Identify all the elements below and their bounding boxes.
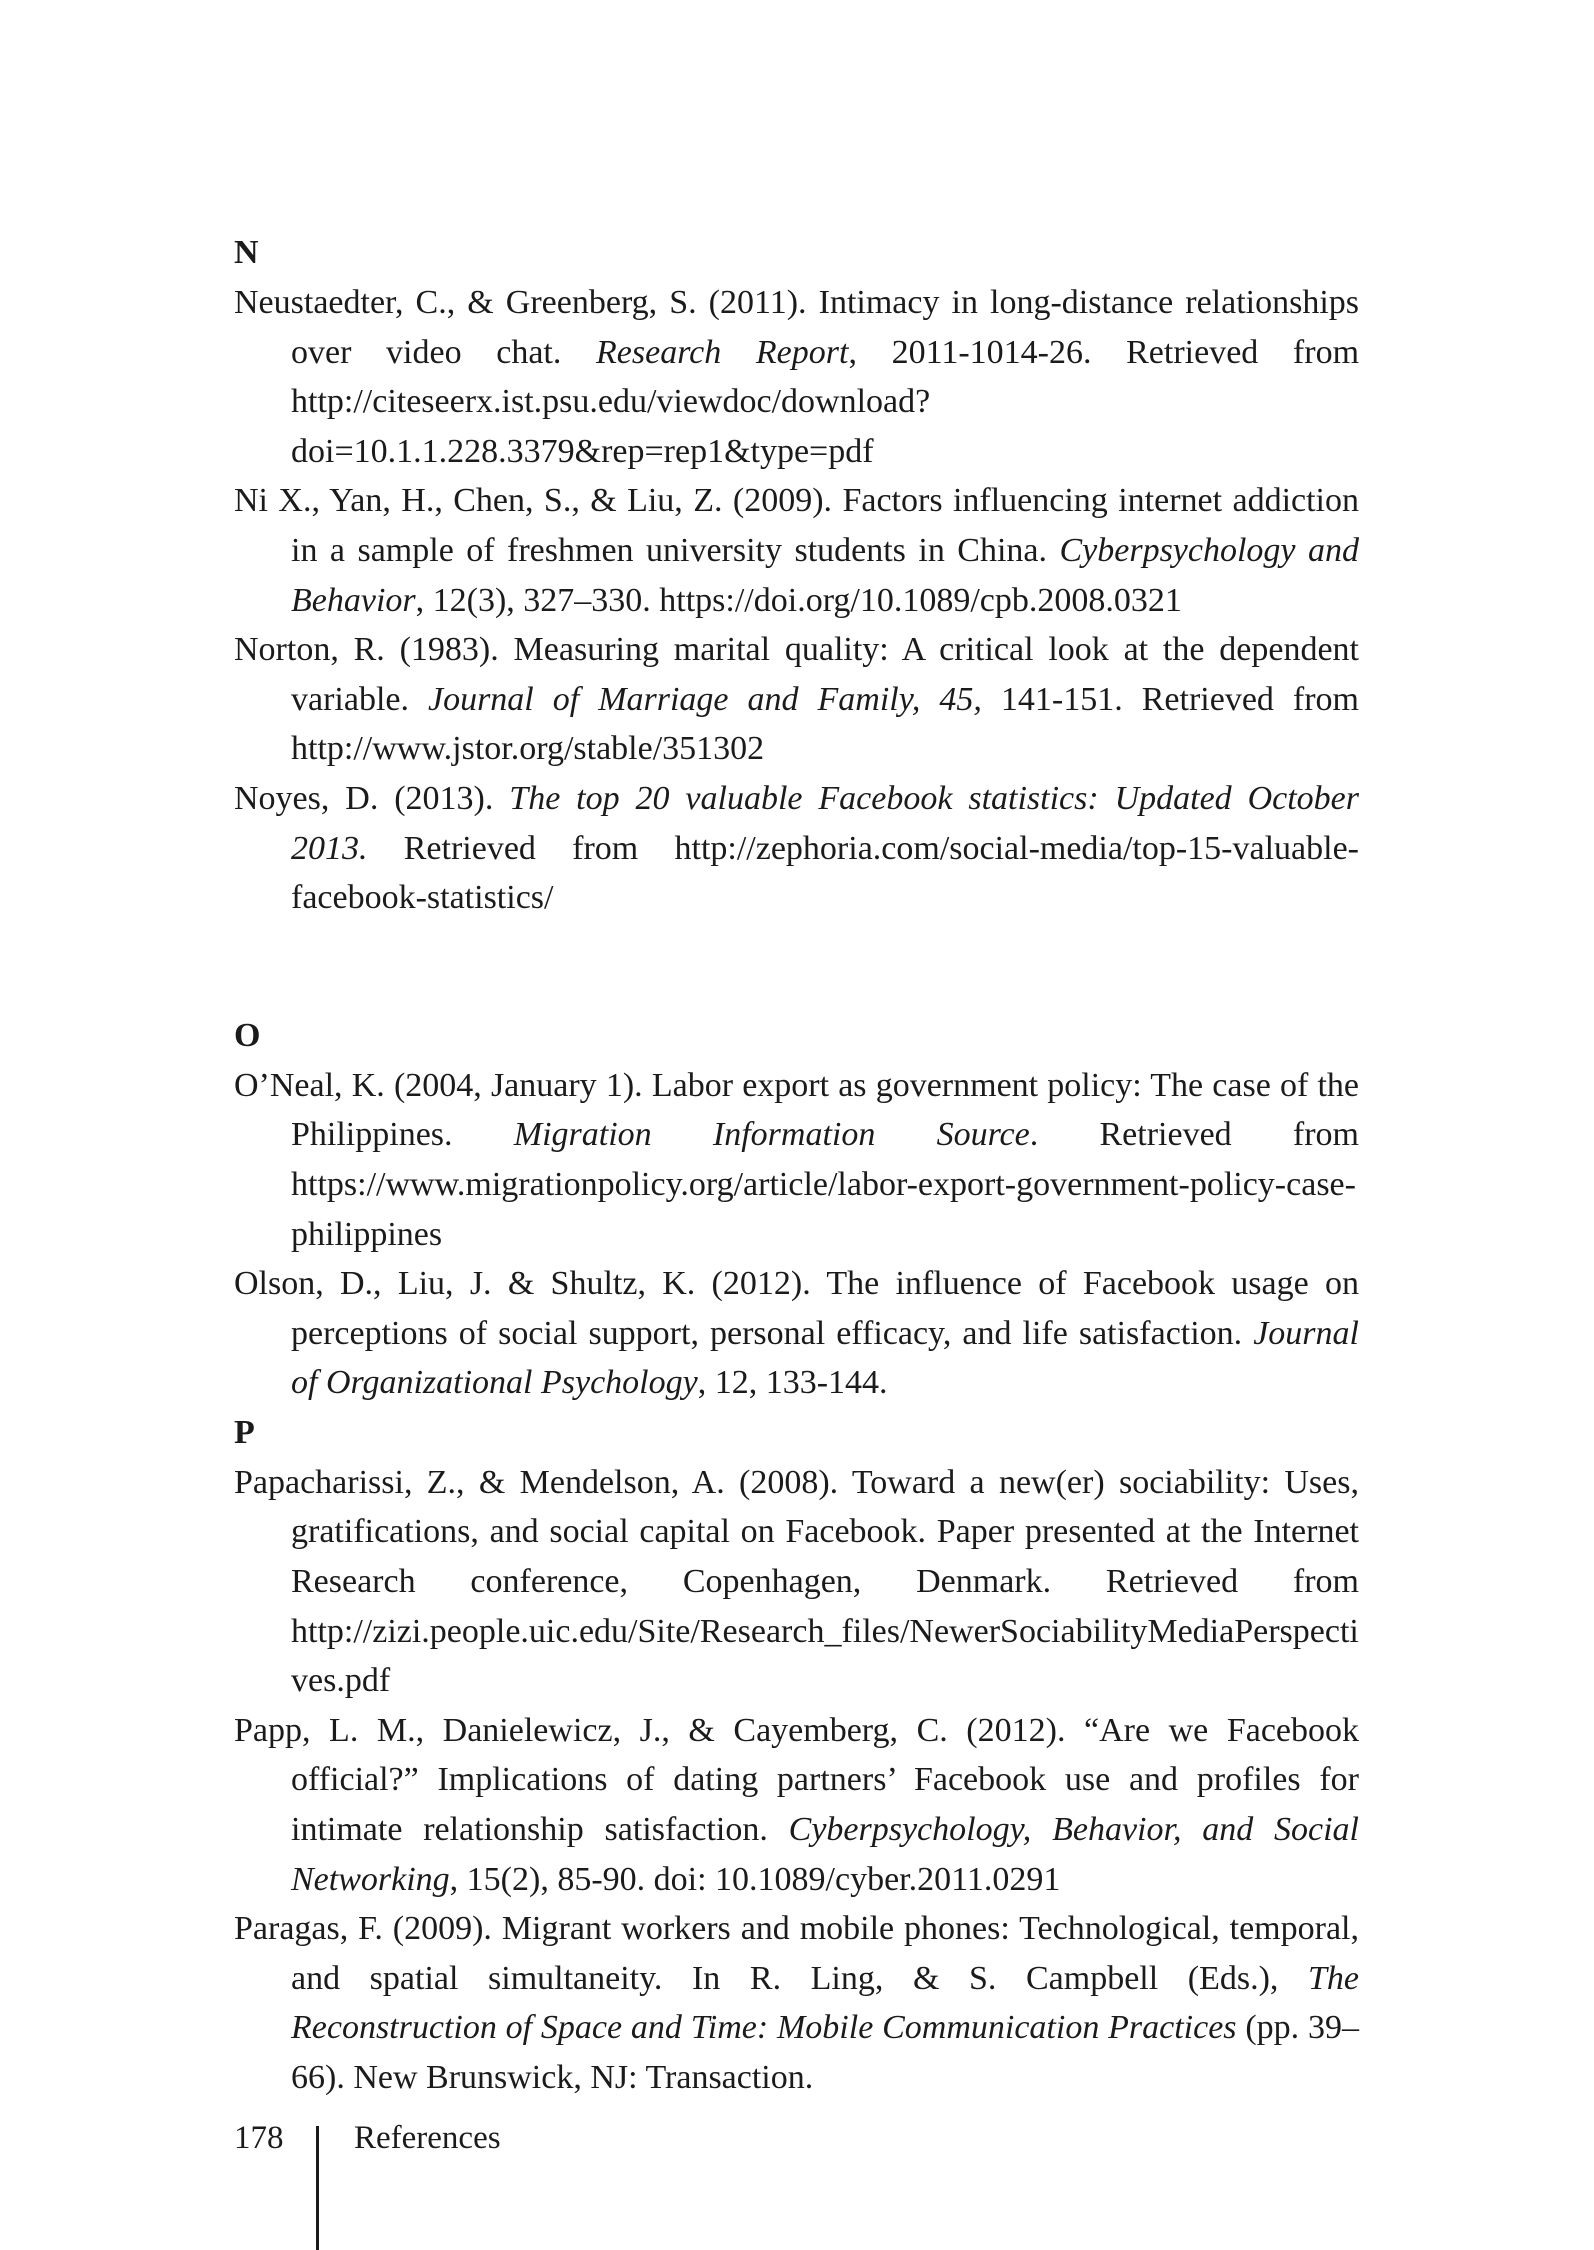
reference-entry: Ni X., Yan, H., Chen, S., & Liu, Z. (2009). Factors influencing internet addiction in a sample of freshmen university students in China. Cyberpsychology and Behavior, 12(3), 327–330. https://doi.org/10.1089/cpb.2008.0321 <box>234 482 1359 619</box>
reference-entry: Neustaedter, C., & Greenberg, S. (2011). Intimacy in long-distance relationships over video chat. Research Report, 2011-1014-26. Retrieved from http://citeseerx.ist.psu.edu/viewdoc/download?doi=10.1.1.228.3379&rep=rep1&type=pdf <box>234 284 1360 470</box>
section-heading: P <box>234 1413 255 1451</box>
reference-entry: Papp, L. M., Danielewicz, J., & Cayemberg, C. (2012). “Are we Facebook official?” Implications of dating partners’ Facebook use and profiles for intimate relationship satisfaction. Cyberpsychology, Behavior, and Social Networking, 15(2), 85-90. doi: 10.1089/cyber.2011.0291 <box>234 1711 1359 1898</box>
references-list <box>234 228 1359 2103</box>
section-n <box>234 228 1359 923</box>
section-heading: O <box>234 1016 261 1054</box>
section-o <box>234 1011 1359 1408</box>
section-heading: N <box>234 234 259 271</box>
section-p <box>234 1408 1359 2103</box>
reference-entry: Paragas, F. (2009). Migrant workers and mobile phones: Technological, temporal, and spatial simultaneity. In R. Ling, & S. Campbell (Eds.), The Reconstruction of Space and Time: Mobile Communication Practices (pp. 39–66). New Brunswick, NJ: Transaction. <box>234 1910 1359 2096</box>
reference-entry: Noyes, D. (2013). The top 20 valuable Facebook statistics: Updated October 2013. Retrieved from http://zephoria.com/social-media/top-15-valuable-facebook-statistics/ <box>234 779 1359 917</box>
running-title: References <box>354 2120 501 2156</box>
reference-entry: Norton, R. (1983). Measuring marital quality: A critical look at the dependent variable. Journal of Marriage and Family, 45, 141-151. Retrieved from http://www.jstor.org/stable/351302 <box>234 631 1360 768</box>
reference-entry: Papacharissi, Z., & Mendelson, A. (2008). Toward a new(er) sociability: Uses, gratifications, and social capital on Facebook. Paper presented at the Internet Research conference, Copenhagen, Denmark. Retrieved from http://zizi.people.uic.edu/Site/Research_files/NewerSociabilityMediaPerspectives.pdf <box>234 1463 1359 1700</box>
reference-entry: Olson, D., Liu, J. & Shultz, K. (2012). The influence of Facebook usage on perceptions of social support, personal efficacy, and life satisfaction. Journal of Organizational Psychology, 12, 133-144. <box>234 1265 1359 1402</box>
page-number: 178 <box>234 2120 284 2156</box>
footer-divider <box>316 2126 319 2250</box>
reference-entry: O’Neal, K. (2004, January 1). Labor export as government policy: The case of the Philippines. Migration Information Source. Retrieved from https://www.migrationpolicy.org/article/labor-export-government-policy-case-philippines <box>234 1066 1359 1253</box>
section-spacer <box>234 923 1359 1011</box>
